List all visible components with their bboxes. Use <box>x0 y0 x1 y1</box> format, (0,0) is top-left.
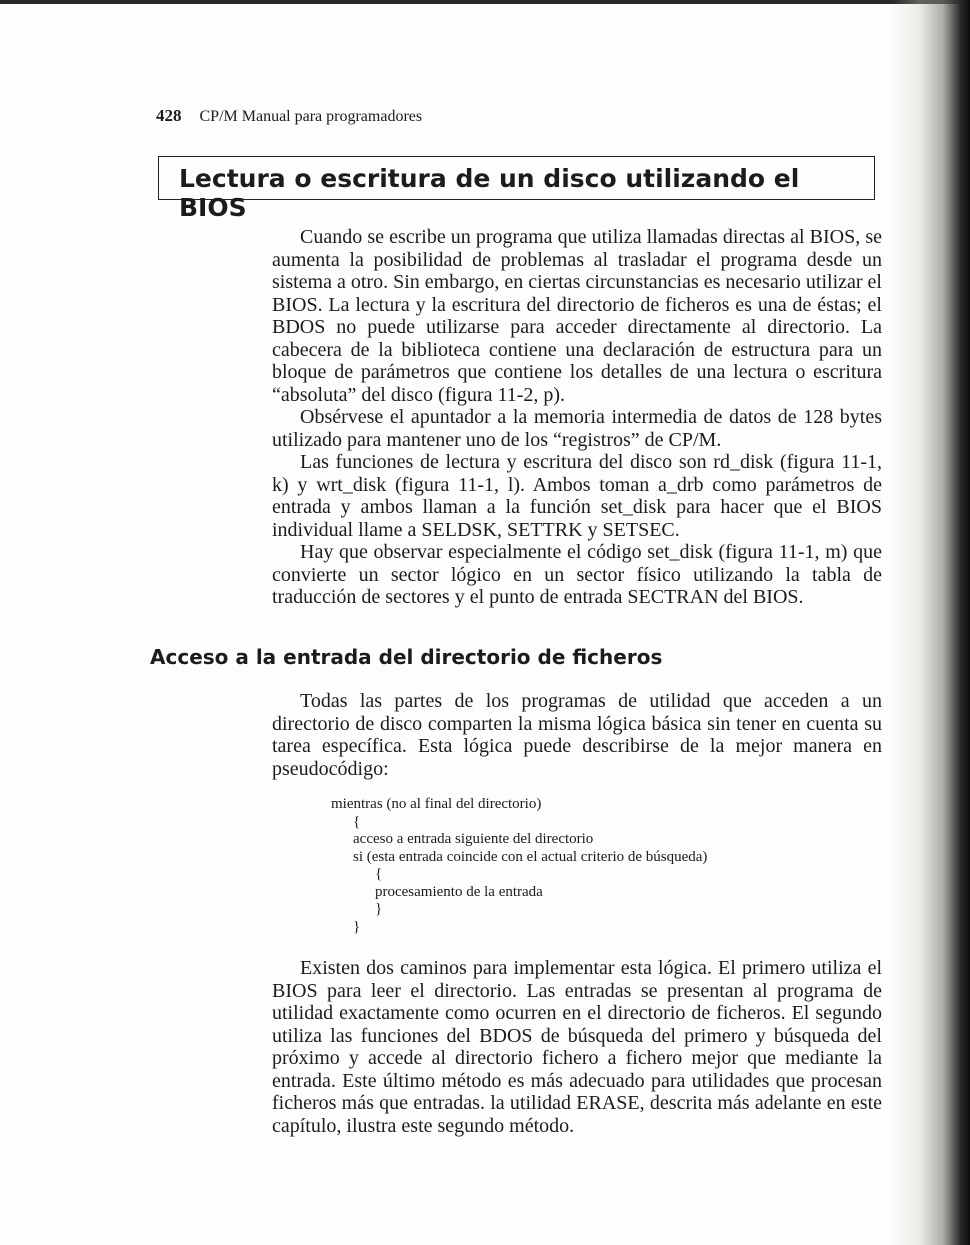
code-line: acceso a entrada siguiente del directorio <box>353 831 594 847</box>
section-title: Lectura o escritura de un disco utilizando el BIOS <box>179 164 800 222</box>
paragraph: Hay que observar especialmente el código set_disk (figura 11-1, m) que convierte un sector lógico en un sector físico utilizando la tabla de traducción de sectores y el punto de entrada SECTRAN del BIOS. <box>272 541 882 608</box>
code-line: } <box>353 918 361 935</box>
running-header <box>156 106 422 126</box>
code-line: procesamiento de la entrada <box>375 883 543 900</box>
paragraph: Existen dos caminos para implementar esta lógica. El primero utiliza el BIOS para leer el directorio. Las entradas se presentan al programa de utilidad exactamente como ocurren en el directorio de ficheros. El segundo utiliza las funciones del BDOS de búsqueda del primero y búsqueda del próximo y accede al directorio fichero a fichero mejor que mediante la entrada. Este último método es más adecuado para utilidades que procesan ficheros más que entradas. la utilidad ERASE, descrita más adelante en este capítulo, ilustra este segundo método. <box>272 957 882 1137</box>
code-line: mientras (no al final del directorio) <box>331 796 542 812</box>
running-title: CP/M Manual para programadores <box>199 108 423 125</box>
page-number: 428 <box>156 106 182 125</box>
paragraph: Las funciones de lectura y escritura del disco son rd_disk (figura 11-1, k) y wrt_disk (figura 11-1, l). Ambos toman a_drb como parámetros de entrada y ambos llaman a la función set_disk para hacer que el BIOS individual llame a SELDSK, SETTRK y SETSEC. <box>272 451 882 541</box>
intro-text <box>272 226 882 609</box>
paragraph: Cuando se escribe un programa que utiliza llamadas directas al BIOS, se aumenta la posibilidad de problemas al trasladar el programa desde un sistema a otro. Sin embargo, en ciertas circunstancias es necesario utilizar el BIOS. La lectura y la escritura del directorio de ficheros es una de éstas; el BDOS no puede utilizarse para acceder directamente al directorio. La cabecera de la biblioteca contiene una declaración de estructura para un bloque de parámetros que contiene los detalles de una lectura o escritura “absoluta” del disco (figura 11-2, p). <box>272 226 882 406</box>
book-spine-shadow <box>892 0 970 1245</box>
chapter-title-box <box>158 156 875 222</box>
code-line: si (esta entrada coincide con el actual criterio de búsqueda) <box>353 848 708 865</box>
pseudocode-block <box>331 796 707 936</box>
code-line: { <box>375 866 383 882</box>
code-line: { <box>353 813 361 830</box>
closing-text <box>272 957 882 1137</box>
subsection-heading: Acceso a la entrada del directorio de ficheros <box>150 645 663 669</box>
access-text <box>272 690 882 780</box>
paragraph: Todas las partes de los programas de utilidad que acceden a un directorio de disco comparten la misma lógica básica sin tener en cuenta su tarea específica. Esta lógica puede describirse de la mejor manera en pseudocódigo: <box>272 690 882 780</box>
code-line: } <box>375 901 383 917</box>
page-top-edge <box>0 0 970 4</box>
paragraph: Obsérvese el apuntador a la memoria intermedia de datos de 128 bytes utilizado para mantener uno de los “registros” de CP/M. <box>272 406 882 451</box>
